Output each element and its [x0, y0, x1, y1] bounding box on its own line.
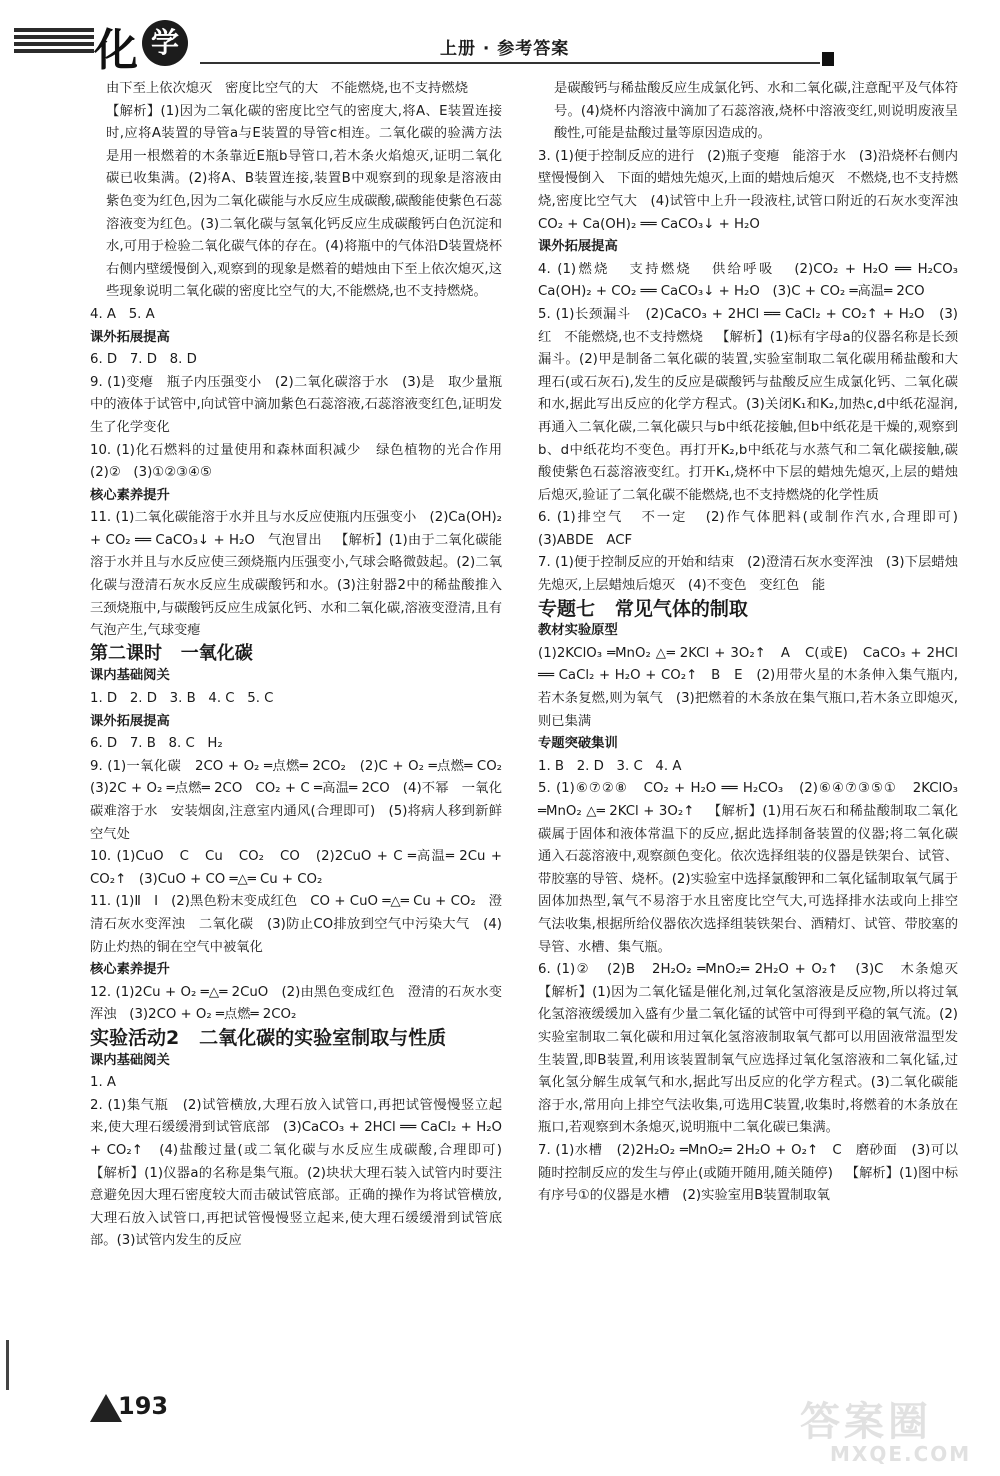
- answer-paragraph: (1)2KClO₃ ═MnO₂ △═ 2KCl + 3O₂↑ A C(或E) CaCO₃ + 2HCl ══ CaCl₂ + H₂O + CO₂↑ B E (2)用带火星的木条伸入集气瓶内,若木条复燃,则为氧气 (3)把燃着的木条放在集气瓶口,若木条立即熄灭,则已集满: [538, 645, 963, 729]
- answer-paragraph: 9. (1)一氧化碳 2CO + O₂ ═点燃═ 2CO₂ (2)C + O₂ ═点燃═ CO₂ (3)2C + O₂ ═点燃═ 2CO CO₂ + C ═高温═ 2CO (4)不幂 一氧化碳难溶于水 安装烟囱,注意室内通风(合理即可) (5)将病人移到新鲜空气处: [90, 758, 515, 842]
- logo-char: 化: [94, 25, 138, 76]
- watermark: [800, 1390, 990, 1470]
- section-heading: 课内基础阅关: [90, 1052, 170, 1068]
- left-column: [90, 78, 515, 1253]
- logo-stripes: [14, 28, 94, 68]
- answer-paragraph: 是碳酸钙与稀盐酸反应生成氯化钙、水和二氧化碳,注意配平及气体符号。(4)烧杯内溶液中滴加了石蕊溶液,烧杯中溶液变红,则说明废液呈酸性,可能是盐酸过量等原因造成的。: [554, 81, 958, 142]
- section-heading: 课外拓展提高: [90, 329, 170, 345]
- section-heading: 专题突破集训: [538, 736, 618, 752]
- answer-paragraph: 6. D 7. D 8. D: [90, 352, 197, 368]
- answer-paragraph: 4. A 5. A: [90, 306, 155, 322]
- answer-paragraph: 2. (1)集气瓶 (2)试管横放,大理石放入试管口,再把试管慢慢竖立起来,使大理石缓缓滑到试管底部 (3)CaCO₃ + 2HCl ══ CaCl₂ + H₂O + CO₂↑ (4)盐酸过量(或二氧化碳与水反应生成碳酸,合理即可) 【解析】(1)仪器a的名称是集气瓶。(2)块状大理石装入试管内时要注意避免因大理石密度较大而击破试管底部。正确的操作为将试管横放,大理石放入试管口,再把试管慢慢竖立起来,使大理石缓缓滑到试管底部。(3)试管内发生的反应: [90, 1097, 515, 1249]
- answer-paragraph: 6. (1)排空气 不一定 (2)作气体肥料(或制作汽水,合理即可) (3)ABDE ACF: [538, 510, 971, 548]
- header-title: 上册 · 参考答案: [440, 39, 570, 59]
- answer-paragraph: 1. D 2. D 3. B 4. C 5. C: [90, 691, 274, 707]
- answer-paragraph: 10. (1)CuO C Cu CO₂ CO (2)2CuO + C ═高温═ 2Cu + CO₂↑ (3)CuO + CO ═△═ Cu + CO₂: [90, 849, 507, 887]
- answer-paragraph: 12. (1)2Cu + O₂ ═△═ 2CuO (2)由黑色变成红色 澄清的石灰水变浑浊 (3)2CO + O₂ ═点燃═ 2CO₂: [90, 984, 502, 1023]
- answer-paragraph: 11. (1)二氧化碳能溶于水并且与水反应使瓶内压强变小 (2)Ca(OH)₂ + CO₂ ══ CaCO₃↓ + H₂O 气泡冒出 【解析】(1)由于二氧化碳能溶于水并且与水反应使三颈烧瓶内压强变小,气球会略微鼓起。(2)二氧化碳与澄清石灰水反应生成碳酸钙和水。(3)注射器2中的稀盐酸推入三颈烧瓶中,与碳酸钙反应生成氯化钙、水和二氧化碳,溶液变澄清,且有气泡产生,气球变瘪: [90, 510, 507, 639]
- answer-paragraph: 5. (1)长颈漏斗 (2)CaCO₃ + 2HCl ══ CaCl₂ + CO₂↑ + H₂O (3)红 不能燃烧,也不支持燃烧 【解析】(1)标有字母a的仪器名称是长颈漏斗。(2)甲是制备二氧化碳的装置,实验室制取二氧化碳用稀盐酸和大理石(或石灰石),发生的反应是碳酸钙与盐酸反应生成氯化钙、二氧化碳和水,据此写出反应的化学方程式。(3)关闭K₁和K₂,加热c,d中纸花湿润,再通入二氧化碳,二氧化碳只与b中纸花接触,但b中纸花是干燥的,观察到b、d中纸花均不变色。再打开K₂,b中纸花与水蒸气和二氧化碳接触,碳酸使紫色石蕊溶液变红。打开K₁,烧杯中下层的蜡烛先熄灭,上层的蜡烛后熄灭,验证了二氧化碳不能燃烧,也不支持燃烧的化学性质: [538, 306, 958, 503]
- page-number: 193: [118, 1392, 169, 1420]
- margin-bar: [6, 1340, 9, 1390]
- section-heading: 核心素养提升: [90, 487, 170, 503]
- page-number-badge: [90, 1388, 190, 1428]
- header-rule: [200, 62, 820, 64]
- chapter-title: 专题七 常见气体的制取: [538, 597, 748, 620]
- watermark-main: 答案圈: [800, 1399, 932, 1445]
- answer-paragraph: 9. (1)变瘪 瓶子内压强变小 (2)二氧化碳溶于水 (3)是 取少量瓶中的液体于试管中,向试管中滴加紫色石蕊溶液,石蕊溶液变红色,证明发生了化学变化: [90, 374, 502, 435]
- answer-paragraph: 由下至上依次熄灭 密度比空气的大 不能燃烧,也不支持燃烧: [106, 81, 469, 96]
- section-heading: 教材实验原型: [538, 623, 618, 639]
- answer-paragraph: 6. (1)② (2)B 2H₂O₂ ═MnO₂═ 2H₂O + O₂↑ (3)C 木条熄灭 【解析】(1)因为二氧化锰是催化剂,过氧化氢溶液是反应物,所以将过氧化氢溶液缓缓加入盛有少量二氧化锰的试管中可得到平稳的氧气流。(2)实验室制取二氧化碳和用过氧化氢溶液制取氧气都可以用固液常温型发生装置,即B装置,利用该装置制氧气应选择过氧化氢溶液和二氧化锰,过氧化氢分解生成氧气和水,据此写出反应的化学方程式。(3)二氧化碳能溶于水,常用向上排空气法收集,可选用C装置,收集时,将燃着的木条放在瓶口,若观察到木条熄灭,说明瓶中二氧化碳已集满。: [538, 962, 971, 1136]
- header-marker: [822, 52, 834, 66]
- section-heading: 课外拓展提高: [90, 713, 170, 729]
- page-header: [0, 0, 1000, 80]
- answer-paragraph: 6. D 7. B 8. C H₂: [90, 736, 223, 752]
- watermark-sub: MXQE.COM: [830, 1442, 972, 1466]
- section-heading: 课内基础阅关: [90, 668, 170, 684]
- answer-paragraph: 【解析】(1)因为二氧化碳的密度比空气的密度大,将A、E装置连接时,应将A装置的导管a与E装置的导管c相连。二氧化碳的验满方法是用一根燃着的木条靠近E瓶b导管口,若木条火焰熄灭,证明二氧化碳已收集满。(2)将A、B装置连接,装置B中观察到的现象是溶液由紫色变为红色,因为二氧化碳能与水反应生成碳酸,碳酸能使紫色石蕊溶液变为红色。(3)二氧化碳与氢氧化钙反应生成碳酸钙白色沉淀和水,可用于检验二氧化碳气体的存在。(4)将瓶中的气体沿D装置烧杯右侧内壁缓慢倒入,观察到的现象是燃着的蜡烛由下至上依次熄灭,这些现象说明二氧化碳的密度比空气的大,不能燃烧,也不支持燃烧。: [106, 103, 502, 300]
- subject-logo: [14, 18, 214, 76]
- answer-paragraph: 1. B 2. D 3. C 4. A: [538, 758, 682, 774]
- answer-paragraph: 5. (1)⑥⑦②⑧ CO₂ + H₂O ══ H₂CO₃ (2)⑥④⑦③⑤① 2KClO₃ ═MnO₂ △═ 2KCl + 3O₂↑ 【解析】(1)用石灰石和稀盐酸制取二氧化碳属于固体和液体常温下的反应,据此选择制备装置的仪器;将二氧化碳通入石蕊溶液中,观察颜色变化。依次选择组装的仪器是铁架台、试管、带胶塞的导管、烧杯。(2)实验室中选择氯酸钾和二氧化锰制取氧气属于固体加热型,氧气不易溶于水且密度比空气大,可选择排水法或向上排空气法收集,根据所给仪器依次选择组装铁架台、酒精灯、试管、带胶塞的导管、水槽、集气瓶。: [538, 781, 963, 955]
- answer-paragraph: 7. (1)便于控制反应的开始和结束 (2)澄清石灰水变浑浊 (3)下层蜡烛先熄灭,上层蜡烛后熄灭 (4)不变色 变红色 能: [538, 555, 958, 594]
- answer-paragraph: 7. (1)水槽 (2)2H₂O₂ ═MnO₂═ 2H₂O + O₂↑ C 磨砂面 (3)可以随时控制反应的发生与停止(或随开随用,随关随停) 【解析】(1)图中标有序号①的仪器是水槽 (2)实验室用B装置制取氧: [538, 1142, 958, 1204]
- section-heading: 核心素养提升: [90, 962, 170, 978]
- chapter-title: 实验活动2 二氧化碳的实验室制取与性质: [90, 1026, 447, 1049]
- section-heading: 课外拓展提高: [538, 239, 618, 255]
- answer-paragraph: 11. (1)Ⅱ Ⅰ (2)黑色粉末变成红色 CO + CuO ═△═ Cu + CO₂ 澄清石灰水变浑浊 二氧化碳 (3)防止CO排放到空气中污染大气 (4)防止灼热的铜在空气中被氧化: [90, 894, 502, 955]
- answer-paragraph: 4. (1)燃烧 支持燃烧 供给呼吸 (2)CO₂ + H₂O ══ H₂CO₃ Ca(OH)₂ + CO₂ ══ CaCO₃↓ + H₂O (3)C + CO₂ ═高温═ 2CO: [538, 261, 971, 300]
- answer-paragraph: 10. (1)化石燃料的过量使用和森林面积减少 绿色植物的光合作用 (2)② (3)①②③④⑤: [90, 442, 515, 481]
- right-column: [538, 78, 971, 1208]
- answer-paragraph: 3. (1)便于控制反应的进行 (2)瓶子变瘪 能溶于水 (3)沿烧杯右侧内壁慢慢倒入 下面的蜡烛先熄灭,上面的蜡烛后熄灭 不燃烧,也不支持燃烧,密度比空气大 (4)试管中上升一段液柱,试管口附近的石灰水变浑浊 CO₂ + Ca(OH)₂ ══ CaCO₃↓ + H₂O: [538, 148, 971, 232]
- chapter-title: 第二课时 一氧化碳: [90, 642, 253, 664]
- answer-paragraph: 1. A: [90, 1075, 117, 1091]
- logo-ring-char: 学: [142, 20, 188, 66]
